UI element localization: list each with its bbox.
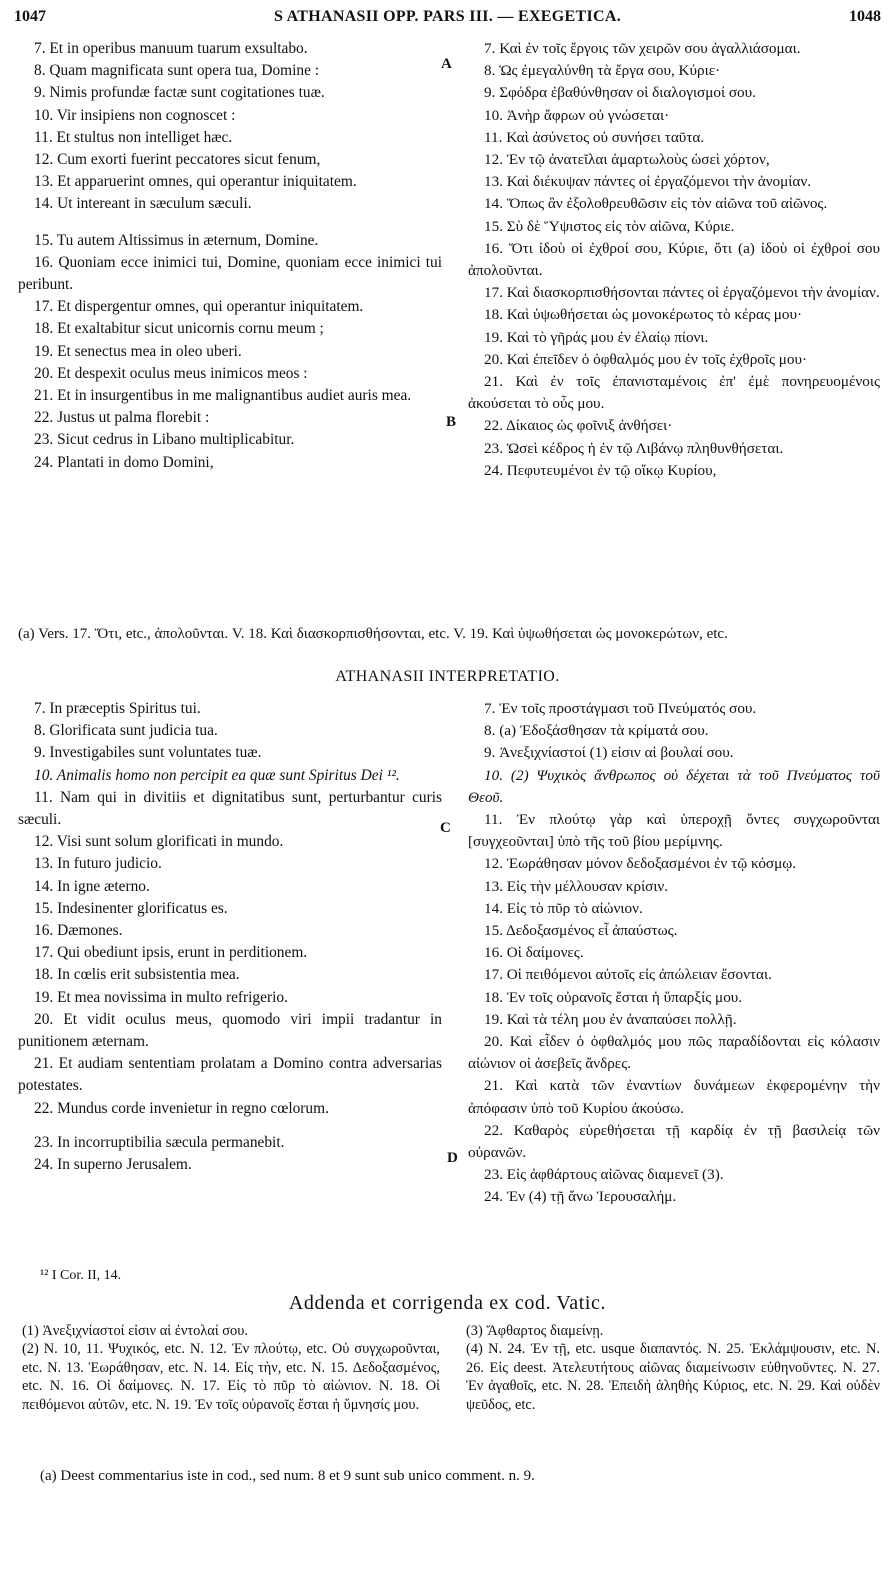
verse: 7. Καὶ ἐν τοῖς ἔργοις τῶν χειρῶν σου ἀγαλλιάσομαι.: [484, 40, 801, 57]
verse: 7. Ἐν τοῖς προστάγμασι τοῦ Πνεύματός σου.: [484, 700, 757, 717]
verse: 17. Καὶ διασκορπισθήσονται πάντες οἱ ἐργαζόμενοι τὴν ἀνομίαν.: [484, 284, 880, 302]
verse: 7. In præceptis Spiritus tui.: [34, 700, 201, 717]
interpretatio-text: [18, 698, 880, 1268]
addenda-title: Addenda et corrigenda ex cod. Vatic.: [288, 1292, 607, 1314]
verse: 7. Et in operibus manuum tuarum exsultabo.: [34, 40, 308, 57]
verse: 16. Quoniam ecce inimici tui, Domine, quoniam ecce inimici tui peribunt.: [18, 253, 442, 294]
verse: 14. Ut intereant in sæculum sæculi.: [34, 195, 252, 213]
verse: 13. Εἰς τὴν μέλλουσαν κρίσιν.: [484, 877, 669, 895]
verse: 21. Et in insurgentibus in me malignantibus audiet auris mea.: [34, 387, 412, 405]
verse: 14. Ὅπως ἂν ἐξολοθρευθῶσιν εἰς τὸν αἰῶνα τοῦ αἰῶνος.: [484, 195, 828, 213]
verse: 15. Δεδοξασμένος εἶ ἀπαύστως.: [484, 922, 678, 940]
note-a: (a) Vers. 17. Ὅτι, etc., ἀπολοῦνται. V. 18. Καὶ διασκορπισθήσονται, etc. V. 19. Καὶ ὑψωθήσεται ὡς μονοκερώτων, etc.: [18, 626, 728, 642]
verse: 23. Ὡσεὶ κέδρος ἡ ἐν τῷ Λιβάνῳ πληθυνθήσεται.: [484, 439, 784, 457]
interpretatio-greek-column: [468, 698, 880, 1209]
interpretatio-title: ATHANASII INTERPRETATIO.: [335, 668, 560, 685]
verse: 22. Justus ut palma florebit :: [34, 409, 210, 427]
addendum-4: (4) N. 24. Ἐν τῇ, etc. usque διαπαντός. N. 25. Ἐκλάμψουσιν, etc. N. 26. Εἰς deest. Ἀτελευτήτους αἰῶνας διαμείνωσιν εὐθηνοῦντες. N. 27. Ἐν ἀγαθοῖς, etc. N. 28. Ἐπειδὴ ἀληθὴς Κύριος, etc. N. 29. Καὶ οὐδὲν ψεῦδος, etc.: [466, 1341, 880, 1413]
addenda-note-a: (a) Deest commentarius iste in cod., sed num. 8 et 9 sunt sub unico comment. n. 9.: [40, 1468, 535, 1484]
addendum-2: (2) N. 10, 11. Ψυχικός, etc. N. 12. Ἐν πλούτῳ, etc. Οὐ συγχωροῦνται, etc. N. 13. Ἑωράθησαν, etc. N. 14. Εἰς τὴν, etc. N. 15. Δεδοξασμένος, etc. N. 16. Οἱ δαίμονες. N. 17. Εἰς τὸ πῦρ τὸ αἰώνιον. N. 18. Οἱ πειθόμενοι αὐτῶν, etc. N. 19. Ἐν τοῖς οὐρανοῖς ἔσται ἡ ὕμνησίς μου.: [22, 1341, 440, 1413]
verse: 24. Ἐν (4) τῇ ἄνω Ἱερουσαλήμ.: [484, 1188, 677, 1206]
psalm-greek-column: [468, 38, 880, 482]
verse: 10. Vir insipiens non cognoscet :: [34, 106, 236, 124]
verse: 8. Quam magnificata sunt opera tua, Domine :: [34, 62, 320, 80]
margin-marker-c: C: [440, 820, 451, 836]
verse: 9. Σφόδρα ἐβαθύνθησαν οἱ διαλογισμοί σου.: [484, 84, 756, 102]
verse: 11. Καὶ ἀσύνετος οὐ συνήσει ταῦτα.: [484, 128, 705, 146]
verse: 14. In igne æterno.: [34, 877, 150, 895]
verse: 10. Animalis homo non percipit ea quæ sunt Spiritus Dei ¹².: [34, 766, 400, 784]
verse: 11. Et stultus non intelliget hæc.: [34, 128, 233, 146]
verse: 8. Glorificata sunt judicia tua.: [34, 722, 218, 740]
verse: 22. Δίκαιος ὡς φοῖνιξ ἀνθήσει·: [484, 417, 673, 435]
verse: 12. Cum exorti fuerint peccatores sicut fenum,: [34, 151, 321, 169]
verse: 8. Ὡς ἐμεγαλύνθη τὰ ἔργα σου, Κύριε·: [484, 62, 721, 80]
verse: 17. Et dispergentur omnes, qui operantur iniquitatem.: [34, 298, 364, 316]
verse: 24. In superno Jerusalem.: [34, 1156, 192, 1174]
verse: 12. Ἑωράθησαν μόνον δεδοξασμένοι ἐν τῷ κόσμῳ.: [484, 855, 797, 873]
verse: 16. Οἱ δαίμονες.: [484, 944, 584, 962]
page-number-left: 1047: [14, 8, 46, 25]
verse: 10. Ἀνὴρ ἄφρων οὐ γνώσεται·: [484, 106, 670, 124]
verse: 18. Καὶ ὑψωθήσεται ὡς μονοκέρωτος τὸ κέρας μου·: [484, 306, 803, 324]
verse: 23. Sicut cedrus in Libano multiplicabitur.: [34, 431, 295, 449]
verse: 12. Ἐν τῷ ἀνατεῖλαι ἁμαρτωλοὺς ὡσεὶ χόρτον,: [484, 151, 770, 169]
psalm-text: [18, 38, 880, 618]
margin-marker-d: D: [447, 1150, 458, 1166]
verse: 22. Καθαρὸς εὑρεθήσεται τῇ καρδίᾳ ἐν τῇ βασιλείᾳ τῶν οὐρανῶν.: [468, 1121, 880, 1162]
verse: 18. In cœlis erit subsistentia mea.: [34, 966, 240, 984]
addenda-left-column: [22, 1322, 440, 1414]
verse: 17. Qui obediunt ipsis, erunt in perditionem.: [34, 944, 308, 962]
verse: 10. (2) Ψυχικὸς ἄνθρωπος οὐ δέχεται τὰ τοῦ Πνεύματος τοῦ Θεοῦ.: [468, 766, 880, 806]
verse: 16. Dæmones.: [34, 922, 123, 940]
verse: 24. Plantati in domo Domini,: [34, 453, 214, 471]
verse: 11. Ἐν πλούτῳ γὰρ καὶ ὑπεροχῇ ὄντες συγχωροῦνται [συγχεοῦνται] ὑπὸ τῆς τοῦ βίου μερίμνης.: [468, 811, 880, 851]
verse: 19. Et senectus mea in oleo uberi.: [34, 342, 242, 360]
verse: 8. (a) Ἐδοξάσθησαν τὰ κρίματά σου.: [484, 722, 709, 740]
verse: 23. Εἰς ἀφθάρτους αἰῶνας διαμενεῖ (3).: [484, 1166, 724, 1184]
verse: 18. Ἐν τοῖς οὐρανοῖς ἔσται ἡ ὕπαρξίς μου.: [484, 988, 743, 1006]
page-title: S ATHANASII OPP. PARS III. — EXEGETICA.: [273, 8, 622, 25]
page-number-right: 1048: [849, 8, 881, 25]
verse: 15. Σὺ δὲ Ὕψιστος εἰς τὸν αἰῶνα, Κύριε.: [484, 217, 735, 235]
verse: 18. Et exaltabitur sicut unicornis cornu meum ;: [34, 320, 324, 338]
verse: 15. Tu autem Altissimus in æternum, Domine.: [34, 231, 319, 249]
margin-marker-a: A: [441, 56, 452, 72]
verse: 9. Ἀνεξιχνίαστοί (1) εἰσιν αἱ βουλαί σου.: [484, 744, 734, 762]
verse: 19. Καὶ τὸ γῆράς μου ἐν ἐλαίῳ πίονι.: [484, 328, 709, 346]
verse: 21. Καὶ κατὰ τῶν ἐναντίων δυνάμεων ἐκφερομένην τὴν ἀπόφασιν ὑπὸ τοῦ Κυρίου ἀκούσω.: [468, 1077, 880, 1117]
interpretatio-latin-column: [18, 698, 442, 1176]
verse: 9. Investigabiles sunt voluntates tuæ.: [34, 744, 262, 762]
verse: 12. Visi sunt solum glorificati in mundo.: [34, 833, 284, 851]
verse: 14. Εἰς τὸ πῦρ τὸ αἰώνιον.: [484, 899, 643, 917]
verse: 21. Καὶ ἐν τοῖς ἐπανισταμένοις ἐπ' ἐμὲ πονηρευομένοις ἀκούσεται τὸ οὖς μου.: [468, 373, 880, 413]
verse: 11. Nam qui in divitiis et dignitatibus sunt, perturbantur curis sæculi.: [18, 788, 442, 829]
verse: 13. Et apparuerint omnes, qui operantur iniquitatem.: [34, 173, 357, 191]
addendum-3: (3) Ἄφθαρτος διαμείνῃ.: [466, 1323, 604, 1339]
running-header: [14, 8, 881, 34]
verse: 22. Mundus corde invenietur in regno cœlorum.: [34, 1099, 329, 1117]
verse: 19. Καὶ τὰ τέλη μου ἐν ἀναπαύσει πολλῇ.: [484, 1010, 737, 1028]
margin-marker-b: B: [446, 414, 457, 430]
verse: 20. Καὶ ἐπεῖδεν ὁ ὀφθαλμός μου ἐν τοῖς ἐχθροῖς μου·: [484, 350, 808, 368]
addendum-1: (1) Ἀνεξιχνίαστοί εἰσιν αἱ ἐντολαί σου.: [22, 1323, 248, 1339]
verse: 21. Et audiam sententiam prolatam a Domino contra adversarias potestates.: [18, 1055, 442, 1095]
verse: 20. Et despexit oculus meus inimicos meos :: [34, 364, 308, 382]
addenda-right-column: [466, 1322, 880, 1414]
verse: 9. Nimis profundæ factæ sunt cogitationes tuæ.: [34, 84, 325, 102]
verse: 24. Πεφυτευμένοι ἐν τῷ οἴκῳ Κυρίου,: [484, 461, 717, 479]
footnote-12: ¹² I Cor. II, 14.: [40, 1268, 122, 1283]
psalm-latin-column: [18, 38, 442, 474]
verse: 16. Ὅτι ἰδοὺ οἱ ἐχθροί σου, Κύριε, ὅτι (a) ἰδοὺ οἱ ἐχθροί σου ἀπολοῦνται.: [468, 239, 880, 280]
verse: 19. Et mea novissima in multo refrigerio.: [34, 988, 288, 1006]
verse: 13. Καὶ διέκυψαν πάντες οἱ ἐργαζόμενοι τὴν ἀνομίαν.: [484, 173, 812, 191]
verse: 20. Καὶ εἶδεν ὁ ὀφθαλμός μου πῶς παραδίδονται εἰς κόλασιν αἰώνιον οἱ ἀσεβεῖς ἄνδρες.: [468, 1033, 880, 1073]
verse: 23. In incorruptibilia sæcula permanebit.: [34, 1133, 285, 1151]
verse: 17. Οἱ πειθόμενοι αὐτοῖς εἰς ἀπώλειαν ἔσονται.: [484, 966, 772, 984]
verse: 20. Et vidit oculus meus, quomodo viri impii tradantur in punitionem æternam.: [18, 1010, 442, 1051]
verse: 15. Indesinenter glorificatus es.: [34, 899, 228, 917]
verse: 13. In futuro judicio.: [34, 855, 162, 873]
